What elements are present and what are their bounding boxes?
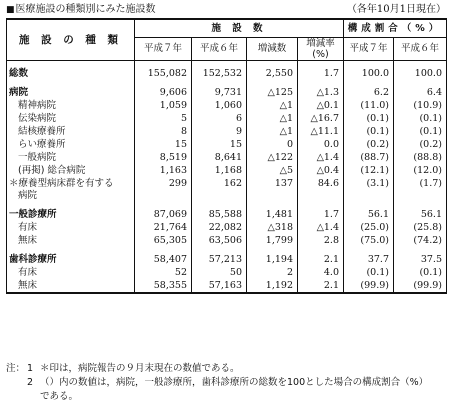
cell-share-h6: (25.8) (394, 221, 447, 234)
cell-h6: 85,588 (192, 208, 247, 221)
cell-share-h6: (0.1) (394, 112, 447, 125)
cell-rate: △0.1 (298, 99, 344, 112)
footnote-label: 注： (6, 363, 26, 374)
header-h6: 平成６年 (192, 38, 247, 61)
cell-h7: 1,163 (135, 164, 192, 177)
footnote-2 (6, 376, 446, 390)
row-label: 無床 (7, 279, 135, 293)
cell-share-h7: (0.1) (344, 266, 394, 279)
table-row (7, 279, 447, 293)
row-label: 精神病院 (7, 99, 135, 112)
header-rate (298, 38, 344, 61)
cell-h6: 1,060 (192, 99, 247, 112)
cell-rate: △0.4 (298, 164, 344, 177)
cell-share-h6: (0.2) (394, 138, 447, 151)
cell-increase: 137 (247, 177, 298, 190)
row-label: らい療養所 (7, 138, 135, 151)
title-row (6, 3, 446, 17)
header-rate-line2: (%) (312, 49, 329, 60)
cell-increase: △5 (247, 164, 298, 177)
row-label: 伝染病院 (7, 112, 135, 125)
row-label: 一般診療所 (7, 208, 135, 221)
cell-h7: 5 (135, 112, 192, 125)
cell-share-h7: 56.1 (344, 208, 394, 221)
cell-h7: 299 (135, 177, 192, 190)
header-share-h6: 平成６年 (394, 38, 447, 61)
header-share-h7: 平成７年 (344, 38, 394, 61)
table-row (7, 221, 447, 234)
cell-h6: 22,082 (192, 221, 247, 234)
table-row (7, 253, 447, 266)
cell-increase: 2 (247, 266, 298, 279)
table-title (6, 3, 156, 17)
row-label: 一般病院 (7, 151, 135, 164)
cell-share-h7: (99.9) (344, 279, 394, 293)
cell-share-h7: (0.1) (344, 112, 394, 125)
cell-share-h7: (0.2) (344, 138, 394, 151)
table-row (7, 164, 447, 177)
cell-h6: 15 (192, 138, 247, 151)
cell-h7: 52 (135, 266, 192, 279)
cell-h7: 58,407 (135, 253, 192, 266)
row-label-line2: 病院 (7, 190, 135, 202)
table-row (7, 208, 447, 221)
header-facility-type: 施 設 の 種 類 (7, 19, 135, 61)
row-label (7, 177, 135, 190)
cell-h7: 21,764 (135, 221, 192, 234)
cell-h7: 155,082 (135, 67, 192, 80)
cell-h6: 162 (192, 177, 247, 190)
cell-rate: 4.0 (298, 266, 344, 279)
cell-h7: 65,305 (135, 234, 192, 247)
cell-rate: △11.1 (298, 125, 344, 138)
cell-h6: 57,163 (192, 279, 247, 293)
cell-h6: 50 (192, 266, 247, 279)
row-label: 無床 (7, 234, 135, 247)
cell-rate: 1.7 (298, 208, 344, 221)
cell-rate: 84.6 (298, 177, 344, 190)
cell-share-h7: (75.0) (344, 234, 394, 247)
cell-share-h6: 37.5 (394, 253, 447, 266)
cell-h6: 9 (192, 125, 247, 138)
cell-h6: 8,641 (192, 151, 247, 164)
cell-share-h6: (0.1) (394, 266, 447, 279)
cell-h6: 63,506 (192, 234, 247, 247)
table-row (7, 266, 447, 279)
footnote-1 (6, 362, 446, 376)
cell-h7: 9,606 (135, 86, 192, 99)
cell-h7: 87,069 (135, 208, 192, 221)
footnote-1-number: 1 (27, 363, 34, 374)
header-increase: 増減数 (247, 38, 298, 61)
cell-rate: △1.4 (298, 151, 344, 164)
cell-rate: 0.0 (298, 138, 344, 151)
table-row (7, 86, 447, 99)
footnote-2-text: （）内の数値は，病院，一般診療所，歯科診療所の総数を100とした場合の構成割合（%） (40, 377, 429, 388)
cell-increase: △1 (247, 125, 298, 138)
table-row (7, 112, 447, 125)
cell-rate: 2.1 (298, 279, 344, 293)
square-bullet-icon: ■ (6, 5, 15, 15)
table-row (7, 125, 447, 138)
row-label: 結核療養所 (7, 125, 135, 138)
header-rate-line1: 増減率 (306, 38, 335, 49)
footnote-2-continued (6, 390, 446, 404)
row-label: 歯科診療所 (7, 253, 135, 266)
cell-share-h6: (12.0) (394, 164, 447, 177)
cell-share-h7: 6.2 (344, 86, 394, 99)
cell-h6: 9,731 (192, 86, 247, 99)
row-label-line1: ＊療養型病床群を有する (9, 177, 114, 189)
facility-count-table (6, 18, 447, 294)
cell-share-h6: 6.4 (394, 86, 447, 99)
row-label: 病院 (7, 86, 135, 99)
cell-rate: △16.7 (298, 112, 344, 125)
cell-increase: △125 (247, 86, 298, 99)
cell-h6: 6 (192, 112, 247, 125)
row-label: 総数 (7, 67, 135, 80)
cell-share-h6: (0.1) (394, 125, 447, 138)
cell-share-h6: (99.9) (394, 279, 447, 293)
header-facility-count: 施 設 数 (135, 19, 344, 38)
footnote-2-number: 2 (27, 377, 34, 388)
cell-share-h7: (25.0) (344, 221, 394, 234)
footnotes (6, 362, 446, 404)
cell-rate: 2.8 (298, 234, 344, 247)
cell-h6: 152,532 (192, 67, 247, 80)
cell-increase: △122 (247, 151, 298, 164)
header-h7: 平成７年 (135, 38, 192, 61)
table-row (7, 177, 447, 190)
cell-share-h7: (0.1) (344, 125, 394, 138)
table-title-text: 医療施設の種類別にみた施設数 (15, 4, 156, 15)
cell-h6: 1,168 (192, 164, 247, 177)
cell-share-h6: (74.2) (394, 234, 447, 247)
footnote-1-text: ＊印は，病院報告の９月末現在の数値である。 (40, 363, 240, 374)
row-label: (再掲) 総合病院 (7, 164, 135, 177)
table-row (7, 67, 447, 80)
cell-rate: 1.7 (298, 67, 344, 80)
cell-share-h6: (88.8) (394, 151, 447, 164)
cell-increase: 1,799 (247, 234, 298, 247)
cell-share-h6: 56.1 (394, 208, 447, 221)
table-row (7, 99, 447, 112)
cell-share-h7: 37.7 (344, 253, 394, 266)
cell-h7: 15 (135, 138, 192, 151)
row-label: 有床 (7, 266, 135, 279)
cell-share-h7: (88.7) (344, 151, 394, 164)
table-row (7, 151, 447, 164)
cell-h6: 57,213 (192, 253, 247, 266)
table-row (7, 138, 447, 151)
cell-share-h6: (10.9) (394, 99, 447, 112)
cell-increase: 1,194 (247, 253, 298, 266)
cell-share-h7: (11.0) (344, 99, 394, 112)
cell-increase: 2,550 (247, 67, 298, 80)
cell-h7: 1,059 (135, 99, 192, 112)
cell-share-h7: 100.0 (344, 67, 394, 80)
header-composition-ratio: 構成割合（%） (344, 19, 447, 38)
cell-increase: △1 (247, 112, 298, 125)
cell-share-h7: (12.1) (344, 164, 394, 177)
cell-share-h6: 100.0 (394, 67, 447, 80)
footnote-2-text-cont: である。 (40, 391, 79, 402)
cell-increase: 1,192 (247, 279, 298, 293)
cell-increase: △318 (247, 221, 298, 234)
cell-rate: 2.1 (298, 253, 344, 266)
cell-rate: △1.3 (298, 86, 344, 99)
date-note: （各年10月1日現在） (346, 4, 446, 15)
cell-share-h6: (1.7) (394, 177, 447, 190)
cell-h7: 8 (135, 125, 192, 138)
table-row (7, 234, 447, 247)
cell-share-h7: (3.1) (344, 177, 394, 190)
cell-h7: 8,519 (135, 151, 192, 164)
cell-increase: 0 (247, 138, 298, 151)
cell-increase: △1 (247, 99, 298, 112)
row-label: 有床 (7, 221, 135, 234)
cell-increase: 1,481 (247, 208, 298, 221)
cell-h7: 58,355 (135, 279, 192, 293)
cell-rate: △1.4 (298, 221, 344, 234)
table-row-continuation (7, 190, 447, 202)
